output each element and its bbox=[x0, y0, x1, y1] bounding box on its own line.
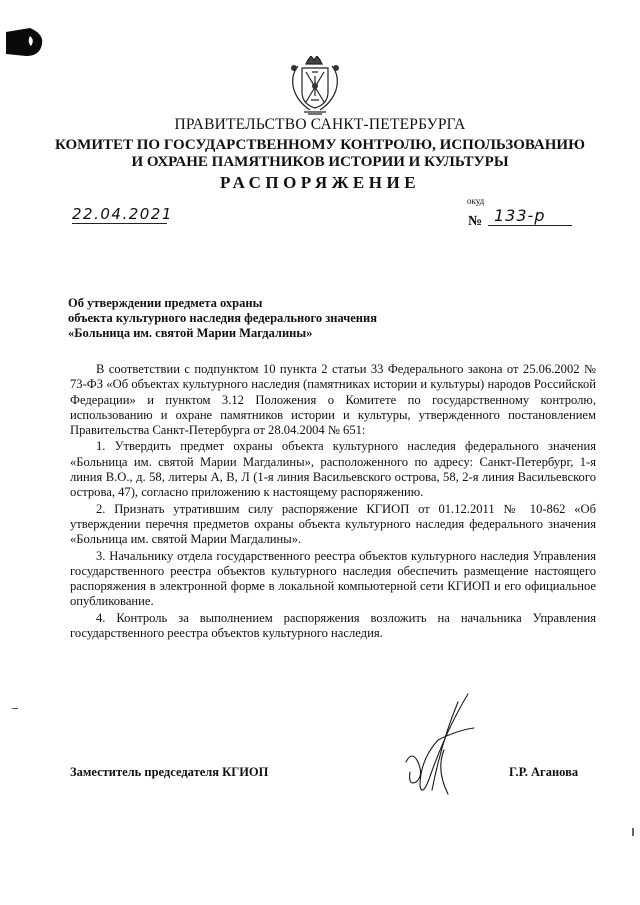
saint-petersburg-coat-of-arms-icon bbox=[284, 56, 346, 116]
committee-title bbox=[0, 137, 640, 171]
document-date: 22.04.2021 bbox=[72, 205, 173, 223]
government-title: ПРАВИТЕЛЬСТВО САНКТ-ПЕТЕРБУРГА bbox=[174, 116, 466, 133]
committee-title-line1: КОМИТЕТ ПО ГОСУДАРСТВЕННОМУ КОНТРОЛЮ, ИСПОЛЬЗОВАНИЮ bbox=[55, 137, 585, 153]
document-body bbox=[70, 362, 596, 642]
body-item-1: 1. Утвердить предмет охраны объекта культурного наследия федерального значения «Больница им. святой Марии Магдалины», расположенного по адресу: Санкт-Петербург, 1-я линия В.О., д. 58, литеры А, В, Л (1-я линия Васильевского острова, 58, 2-я линия Васильевского острова, 47), согласно приложению к настоящему распоряжению. bbox=[70, 439, 596, 500]
scan-mark-left bbox=[12, 708, 18, 709]
handwritten-signature-icon bbox=[398, 690, 488, 800]
subject-line2: объекта культурного наследия федерального значения bbox=[68, 311, 377, 325]
subject-line1: Об утверждении предмета охраны bbox=[68, 296, 263, 310]
subject-line3: «Больница им. святой Марии Магдалины» bbox=[68, 326, 313, 340]
signatory-position: Заместитель председателя КГИОП bbox=[70, 765, 269, 779]
committee-title-line2: И ОХРАНЕ ПАМЯТНИКОВ ИСТОРИИ И КУЛЬТУРЫ bbox=[131, 154, 509, 170]
body-preamble: В соответствии с подпунктом 10 пункта 2 статьи 33 Федерального закона от 25.06.2002 № 73-ФЗ «Об объектах культурного наследия (памятниках истории и культуры) народов Российской Федерации» и пунктом 3.12 Положения о Комитете по государственному контролю, использованию и охране памятников истории и культуры, утвержденного постановлением Правительства Санкт-Петербурга от 28.04.2004 № 651: bbox=[70, 362, 596, 438]
document-subject bbox=[68, 296, 377, 341]
document-number: 133-р bbox=[488, 206, 572, 226]
body-item-4: 4. Контроль за выполнением распоряжения возложить на начальника Управления государственного реестра объектов культурного наследия. bbox=[70, 610, 596, 641]
signatory-name: Г.Р. Аганова bbox=[509, 765, 579, 779]
body-item-3: 3. Начальнику отдела государственного реестра объектов культурного наследия Управления государственного реестра объектов культурного наследия обеспечить размещение настоящего распоряжения в электронной форме в локальной компьютерной сети КГИОП и его официальное опубликование. bbox=[70, 548, 596, 609]
okud-label: окуд bbox=[467, 196, 485, 206]
document-type-title: РАСПОРЯЖЕНИЕ bbox=[219, 173, 421, 192]
document-number-label: № bbox=[468, 214, 483, 229]
scan-artifact-icon bbox=[4, 22, 44, 60]
scan-mark-right bbox=[632, 828, 634, 836]
body-item-2: 2. Признать утратившим силу распоряжение КГИОП от 01.12.2011 № 10-862 «Об утверждении перечня предметов охраны объекта культурного наследия федерального значения «Больница им. святой Марии Магдалины». bbox=[70, 501, 596, 547]
